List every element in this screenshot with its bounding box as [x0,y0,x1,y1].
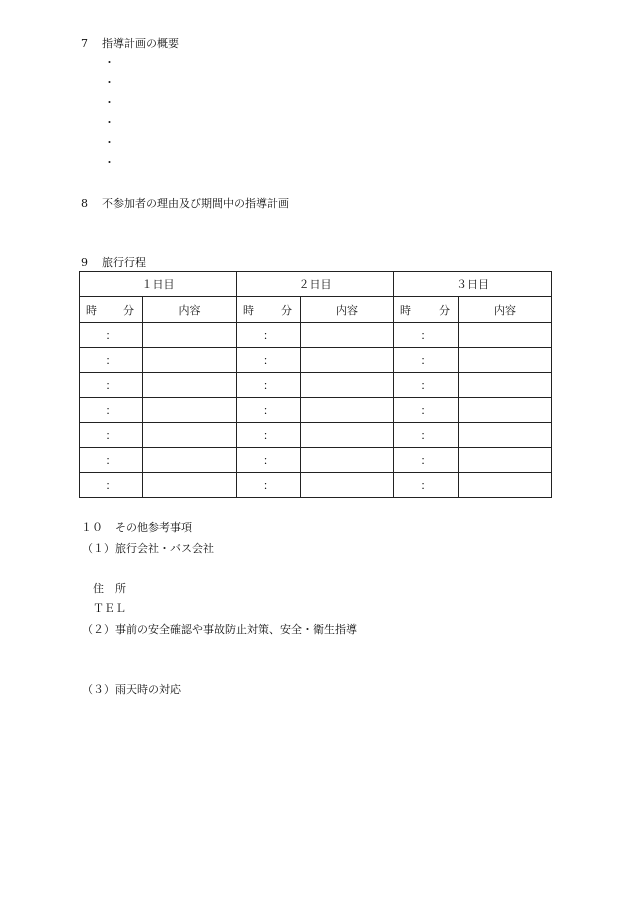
day-1-header: １日目 [80,272,237,297]
content-cell-day-1 [143,323,237,348]
table-row [80,348,552,373]
day-header-row [80,272,552,297]
time-cell-day-3: ： [394,448,459,473]
time-cell-day-1: ： [80,423,143,448]
hour-label: 時 [243,303,254,317]
item-1-travel-company: （１）旅行会社・バス会社 [82,542,214,555]
table-row [80,448,552,473]
content-cell-day-2 [301,448,394,473]
content-cell-day-1 [143,423,237,448]
section-7-number: 7 [81,37,88,50]
content-cell-day-3 [459,423,552,448]
hour-label: 時 [86,303,97,317]
item-3-rain-plan: （３）雨天時の対応 [82,683,181,696]
time-cell-day-2: ： [237,373,301,398]
content-cell-day-2 [301,473,394,498]
tel-label: ＴＥＬ [93,602,126,615]
time-cell-day-2: ： [237,348,301,373]
time-header-day-3 [394,297,459,323]
day-2-header: ２日目 [237,272,394,297]
content-cell-day-1 [143,348,237,373]
time-cell-day-1: ： [80,473,143,498]
section-10-title: その他参考事項 [115,521,192,534]
time-cell-day-1: ： [80,348,143,373]
time-cell-day-2: ： [237,473,301,498]
content-cell-day-1 [143,373,237,398]
time-cell-day-2: ： [237,398,301,423]
item-2-safety-measures: （２）事前の安全確認や事故防止対策、安全・衛生指導 [82,623,357,636]
content-cell-day-2 [301,373,394,398]
time-header-day-1 [80,297,143,323]
content-header-day-2: 内容 [301,297,394,323]
time-cell-day-2: ： [237,423,301,448]
day-3-header: ３日目 [394,272,552,297]
section-10-number: １０ [81,521,103,534]
time-cell-day-3: ： [394,398,459,423]
bullet-3: ・ [104,96,115,109]
bullet-5: ・ [104,136,115,149]
bullet-6: ・ [104,156,115,169]
section-8-title: 不参加者の理由及び期間中の指導計画 [102,197,289,210]
bullet-1: ・ [104,56,115,69]
content-header-day-1: 内容 [143,297,237,323]
time-cell-day-3: ： [394,473,459,498]
content-cell-day-3 [459,398,552,423]
time-cell-day-3: ： [394,373,459,398]
time-cell-day-1: ： [80,398,143,423]
time-cell-day-2: ： [237,448,301,473]
content-cell-day-1 [143,473,237,498]
content-cell-day-2 [301,323,394,348]
time-cell-day-1: ： [80,323,143,348]
content-cell-day-2 [301,423,394,448]
column-header-row [80,297,552,323]
section-8-number: 8 [81,197,88,210]
time-cell-day-1: ： [80,373,143,398]
time-cell-day-3: ： [394,323,459,348]
bullet-4: ・ [104,116,115,129]
section-7-title: 指導計画の概要 [102,37,179,50]
section-9-title: 旅行行程 [102,256,146,269]
time-cell-day-3: ： [394,423,459,448]
section-9-number: 9 [81,256,88,269]
minute-label: 分 [281,303,292,317]
minute-label: 分 [123,303,134,317]
hour-label: 時 [400,303,411,317]
minute-label: 分 [439,303,450,317]
time-cell-day-1: ： [80,448,143,473]
table-row [80,473,552,498]
bullet-2: ・ [104,76,115,89]
time-header-day-2 [237,297,301,323]
table-row [80,423,552,448]
itinerary-table [79,271,552,498]
content-cell-day-3 [459,373,552,398]
time-cell-day-3: ： [394,348,459,373]
content-cell-day-2 [301,398,394,423]
content-cell-day-2 [301,348,394,373]
content-header-day-3: 内容 [459,297,552,323]
content-cell-day-3 [459,323,552,348]
table-row [80,398,552,423]
content-cell-day-3 [459,348,552,373]
content-cell-day-3 [459,448,552,473]
content-cell-day-1 [143,398,237,423]
table-row [80,373,552,398]
time-cell-day-2: ： [237,323,301,348]
content-cell-day-1 [143,448,237,473]
address-label: 住 所 [93,582,126,595]
content-cell-day-3 [459,473,552,498]
table-row [80,323,552,348]
